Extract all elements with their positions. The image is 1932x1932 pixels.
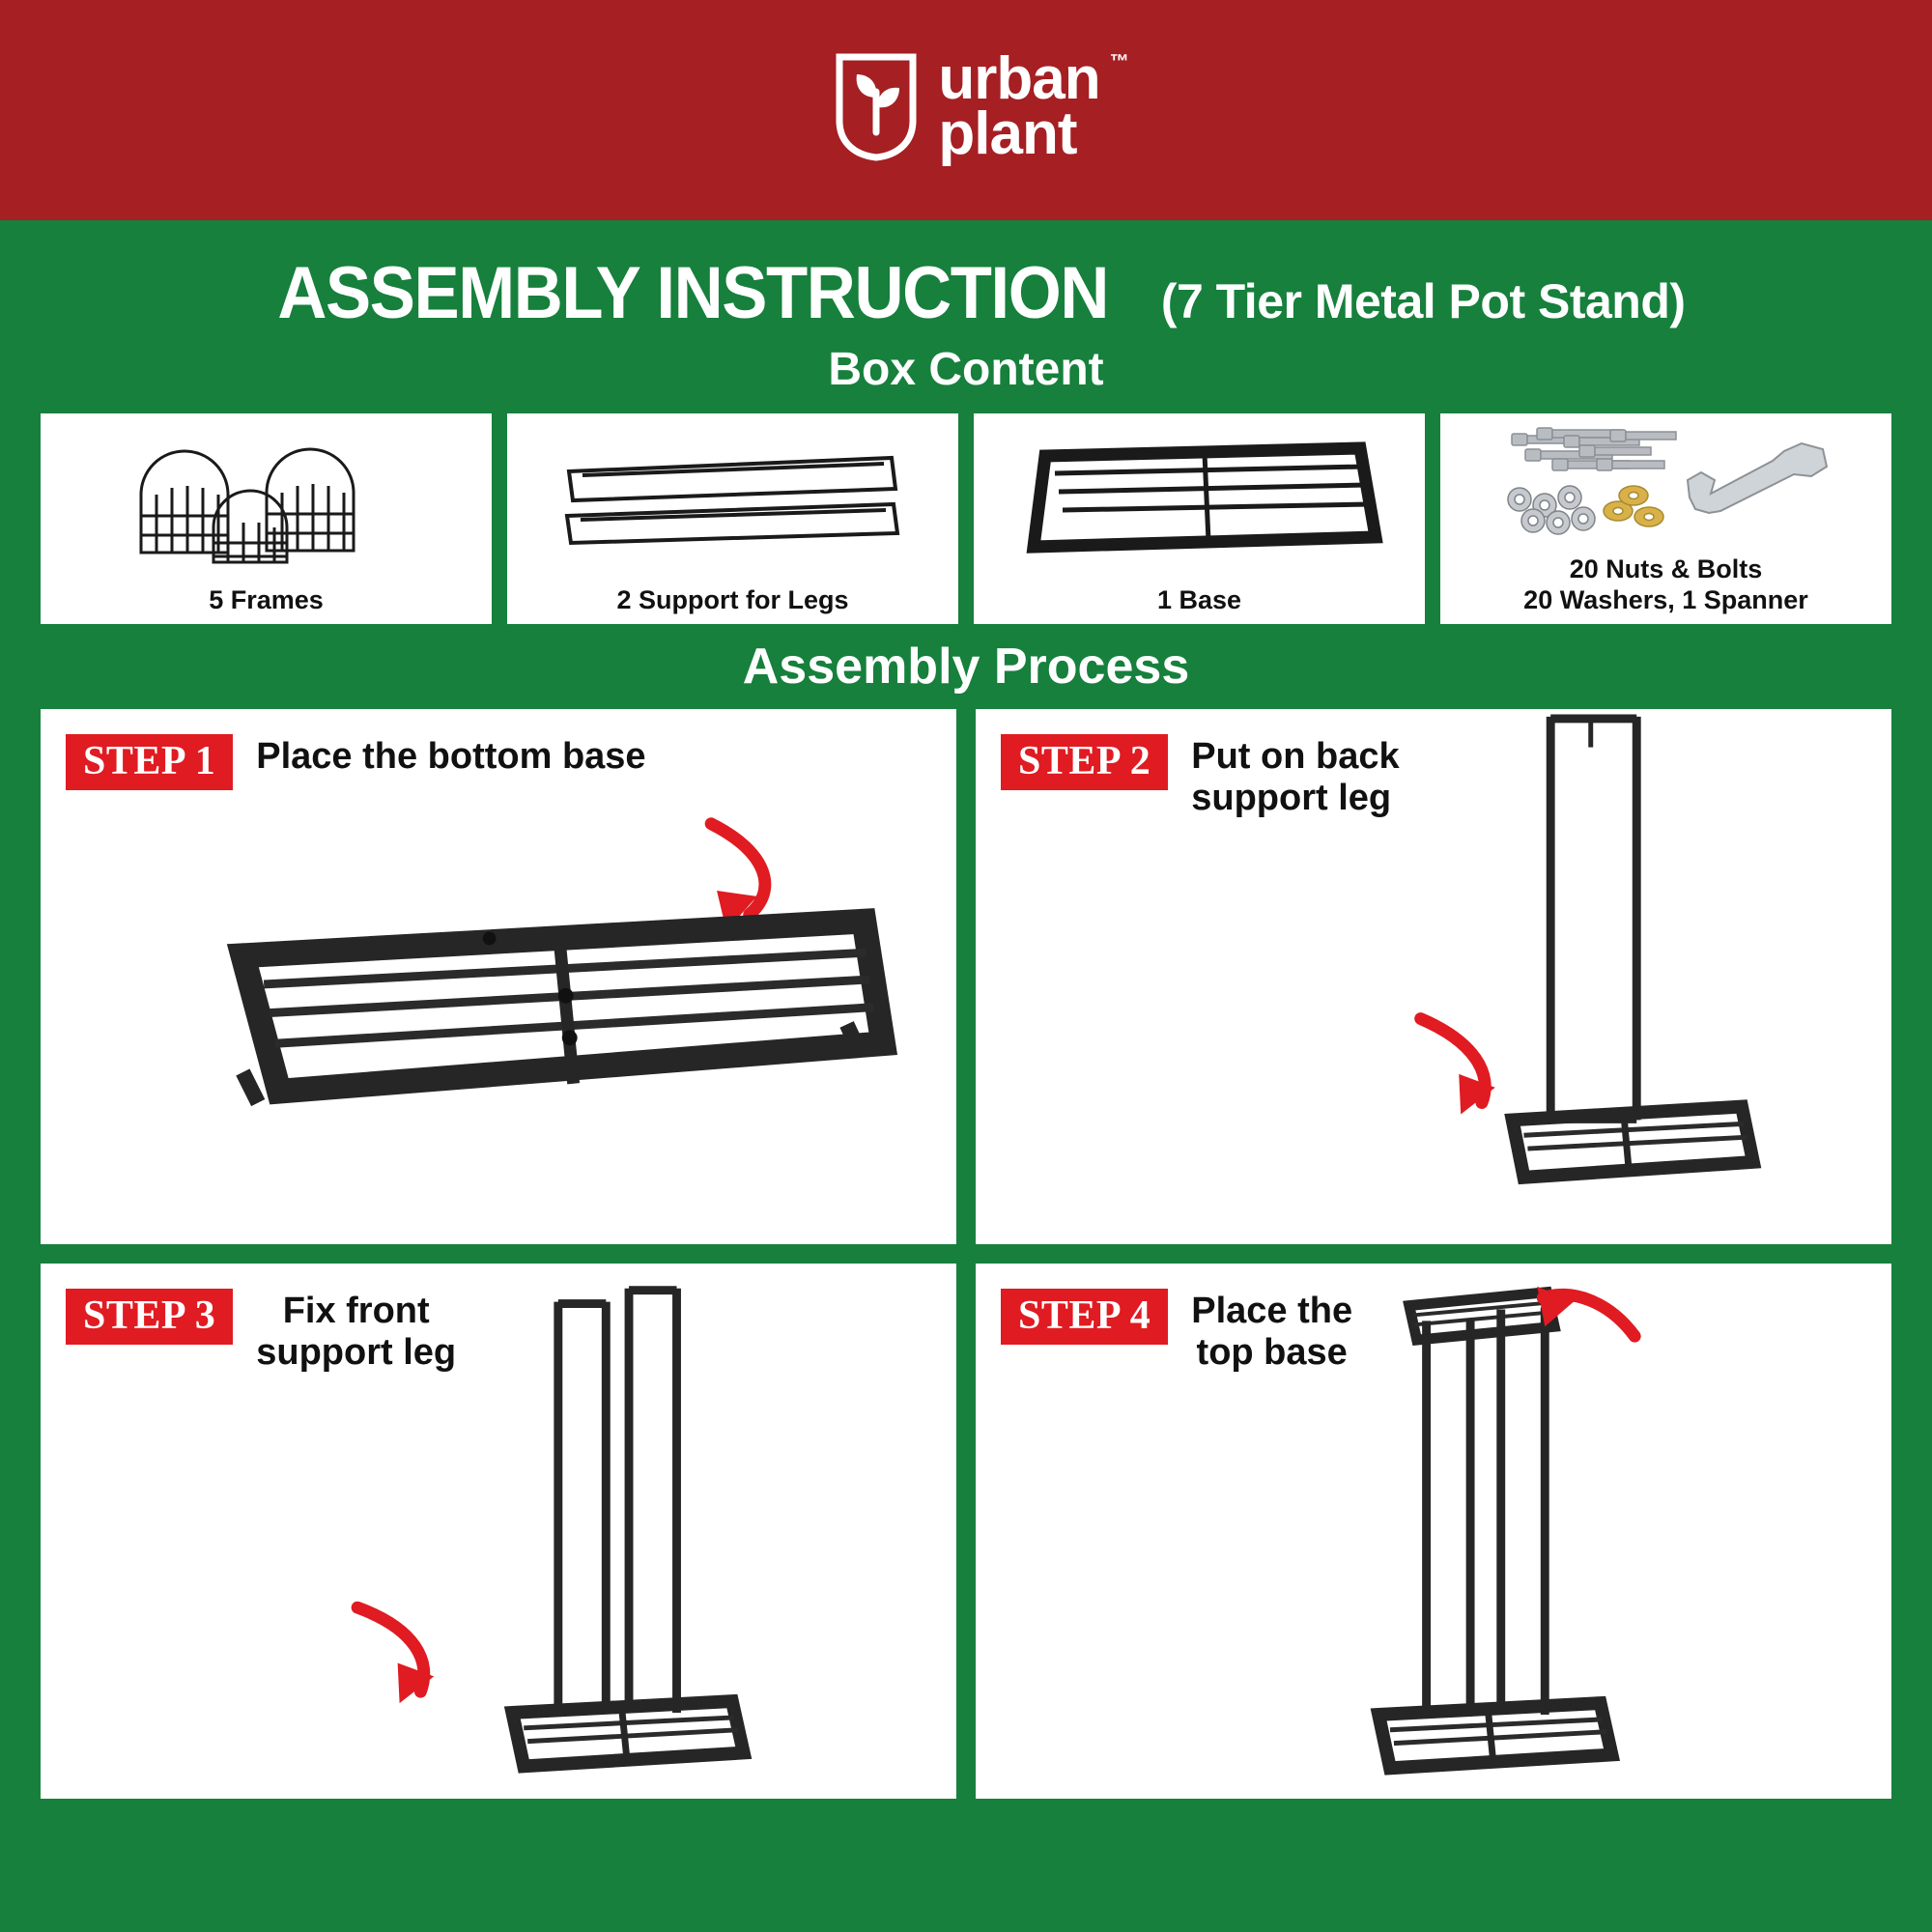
step-instruction-text <box>256 1289 456 1373</box>
step-header <box>41 709 956 790</box>
red-curved-arrow <box>357 1607 424 1691</box>
page-title <box>41 220 1891 335</box>
step-text-line-2: support leg <box>256 1331 457 1373</box>
step-card <box>41 709 956 1244</box>
red-curved-arrow <box>711 824 765 915</box>
step-header <box>41 1264 956 1373</box>
box-content-caption: 1 Base <box>1156 585 1242 615</box>
box-content-row <box>41 413 1891 624</box>
box-content-caption: 2 Support for Legs <box>616 585 849 615</box>
base-illustration-icon <box>974 413 1425 585</box>
step-badge: STEP 4 <box>1001 1289 1168 1345</box>
step-text-line-1: Put on back <box>1191 736 1400 777</box>
step-text-line-1: Fix front <box>282 1291 430 1331</box>
instruction-body <box>0 220 1932 1932</box>
step-header <box>976 1264 1891 1373</box>
box-content-caption <box>1523 554 1808 616</box>
frames-illustration-icon <box>41 413 492 585</box>
step-header <box>976 709 1891 818</box>
box-content-heading: Box Content <box>828 344 1104 395</box>
step-badge: STEP 3 <box>66 1289 233 1345</box>
step-instruction-text: Place the bottom base <box>256 736 646 777</box>
step-badge: STEP 2 <box>1001 734 1168 790</box>
title-main: ASSEMBLY INSTRUCTION <box>277 252 1109 334</box>
plant-shield-logo-icon <box>832 49 921 163</box>
box-content-item <box>1440 413 1891 624</box>
step-text-line-1: Place the <box>1191 1291 1353 1331</box>
support-legs-illustration-icon <box>507 413 958 585</box>
brand-line-1: urban <box>938 44 1100 112</box>
step-card <box>41 1264 956 1799</box>
step-text-line-2: top base <box>1196 1331 1348 1373</box>
brand-wordmark <box>938 44 1129 167</box>
box-content-item <box>507 413 958 624</box>
assembly-process-heading: Assembly Process <box>742 639 1190 695</box>
brand-logo <box>832 44 1129 167</box>
hardware-caption-line-1: 20 Nuts & Bolts <box>1569 554 1763 584</box>
box-content-item <box>41 413 492 624</box>
box-content-caption: 5 Frames <box>209 585 324 615</box>
page-header <box>0 0 1932 220</box>
step-instruction-text <box>1191 1289 1352 1373</box>
assembly-steps-grid <box>41 709 1891 1799</box>
step-text-line-2: support leg <box>1191 777 1392 818</box>
box-content-item <box>974 413 1425 624</box>
step-card <box>976 1264 1891 1799</box>
step-instruction-text <box>1191 734 1399 818</box>
step-badge: STEP 1 <box>66 734 233 790</box>
hardware-illustration-icon <box>1440 413 1891 554</box>
brand-line-2: plant <box>938 100 1077 167</box>
step-card <box>976 709 1891 1244</box>
red-curved-arrow <box>1421 1019 1486 1103</box>
title-subtitle: (7 Tier Metal Pot Stand) <box>1160 274 1686 328</box>
hardware-caption-line-2: 20 Washers, 1 Spanner <box>1523 585 1808 615</box>
trademark-symbol: ™ <box>1109 50 1129 72</box>
